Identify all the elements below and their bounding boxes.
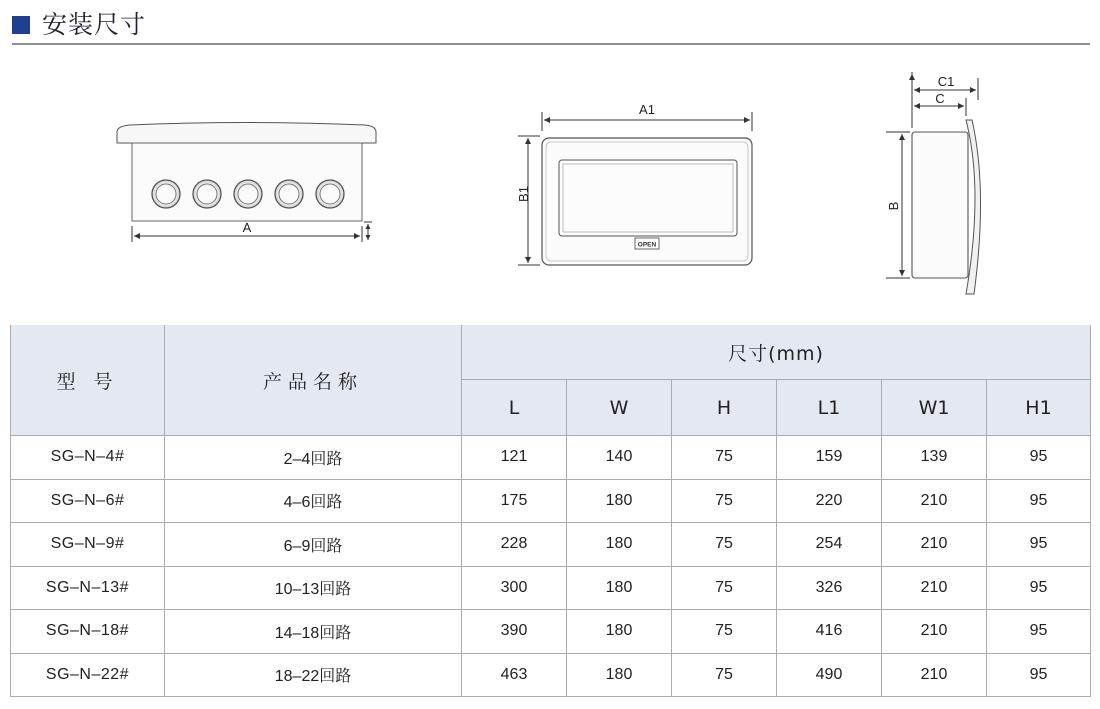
dim-label-b: B — [886, 201, 901, 211]
cell-l: 175 — [462, 479, 567, 523]
cell-w1: 210 — [882, 479, 987, 523]
cell-model: SG–N–9# — [11, 523, 165, 567]
cell-w: 180 — [567, 523, 672, 567]
cell-w1: 210 — [882, 566, 987, 610]
cell-w1: 210 — [882, 653, 987, 697]
cell-name: 2–4回路 — [165, 436, 462, 480]
cell-h: 75 — [672, 436, 777, 480]
cell-name: 14–18回路 — [165, 610, 462, 654]
enclosure-lid — [117, 123, 376, 144]
dim-label-a1: A1 — [639, 102, 655, 117]
cell-model: SG–N–6# — [11, 479, 165, 523]
enclosure-side-body — [912, 132, 968, 278]
spec-table — [10, 325, 1091, 697]
cell-w: 180 — [567, 610, 672, 654]
cell-l1: 254 — [777, 523, 882, 567]
cell-h: 75 — [672, 523, 777, 567]
section-header — [12, 8, 1092, 46]
table-row — [11, 479, 1091, 523]
side-view-diagram — [880, 70, 990, 300]
panel-window — [559, 160, 737, 236]
cell-l: 300 — [462, 566, 567, 610]
cell-h: 75 — [672, 610, 777, 654]
cell-w1: 139 — [882, 436, 987, 480]
open-label: OPEN — [637, 241, 657, 249]
table-row — [11, 653, 1091, 697]
dim-label-b1: B1 — [516, 186, 531, 202]
header-divider — [12, 43, 1090, 45]
dim-label-c: C — [935, 91, 945, 106]
cell-h1: 95 — [987, 566, 1091, 610]
header-dimensions: 尺寸(mm) — [462, 325, 1091, 380]
header-dim: L1 — [777, 380, 882, 436]
cell-model: SG–N–4# — [11, 436, 165, 480]
cell-h1: 95 — [987, 523, 1091, 567]
table-row — [11, 610, 1091, 654]
cell-w: 180 — [567, 479, 672, 523]
cell-l1: 416 — [777, 610, 882, 654]
table-row — [11, 523, 1091, 567]
dim-label-a: A — [242, 220, 252, 235]
cell-w1: 210 — [882, 523, 987, 567]
cell-l: 228 — [462, 523, 567, 567]
cell-w1: 210 — [882, 610, 987, 654]
table-row — [11, 436, 1091, 480]
cell-h1: 95 — [987, 436, 1091, 480]
dim-label-c1: C1 — [937, 74, 955, 89]
cell-l1: 159 — [777, 436, 882, 480]
cell-w: 140 — [567, 436, 672, 480]
header-dim: W — [567, 380, 672, 436]
cell-name: 4–6回路 — [165, 479, 462, 523]
cell-w: 180 — [567, 566, 672, 610]
cell-model: SG–N–13# — [11, 566, 165, 610]
cell-name: 18–22回路 — [165, 653, 462, 697]
cell-h: 75 — [672, 479, 777, 523]
front-view-diagram — [110, 118, 380, 248]
cell-name: 10–13回路 — [165, 566, 462, 610]
header-product-name: 产品名称 — [165, 325, 462, 436]
cell-name: 6–9回路 — [165, 523, 462, 567]
header-model: 型 号 — [11, 325, 165, 436]
section-title: 安装尺寸 — [42, 10, 147, 39]
cell-model: SG–N–22# — [11, 653, 165, 697]
header-dim: W1 — [882, 380, 987, 436]
cell-l: 390 — [462, 610, 567, 654]
cell-w: 180 — [567, 653, 672, 697]
cell-h: 75 — [672, 653, 777, 697]
header-square-icon — [12, 16, 30, 34]
table-row — [11, 566, 1091, 610]
panel-view-diagram — [510, 98, 760, 273]
header-dim: H — [672, 380, 777, 436]
cell-model: SG–N–18# — [11, 610, 165, 654]
cell-l1: 220 — [777, 479, 882, 523]
cell-l1: 490 — [777, 653, 882, 697]
cell-h1: 95 — [987, 653, 1091, 697]
header-dim: H1 — [987, 380, 1091, 436]
header-dim: L — [462, 380, 567, 436]
cell-l: 463 — [462, 653, 567, 697]
cell-h1: 95 — [987, 610, 1091, 654]
table-header-row — [11, 325, 1091, 380]
cell-l1: 326 — [777, 566, 882, 610]
cell-h: 75 — [672, 566, 777, 610]
cell-h1: 95 — [987, 479, 1091, 523]
cell-l: 121 — [462, 436, 567, 480]
